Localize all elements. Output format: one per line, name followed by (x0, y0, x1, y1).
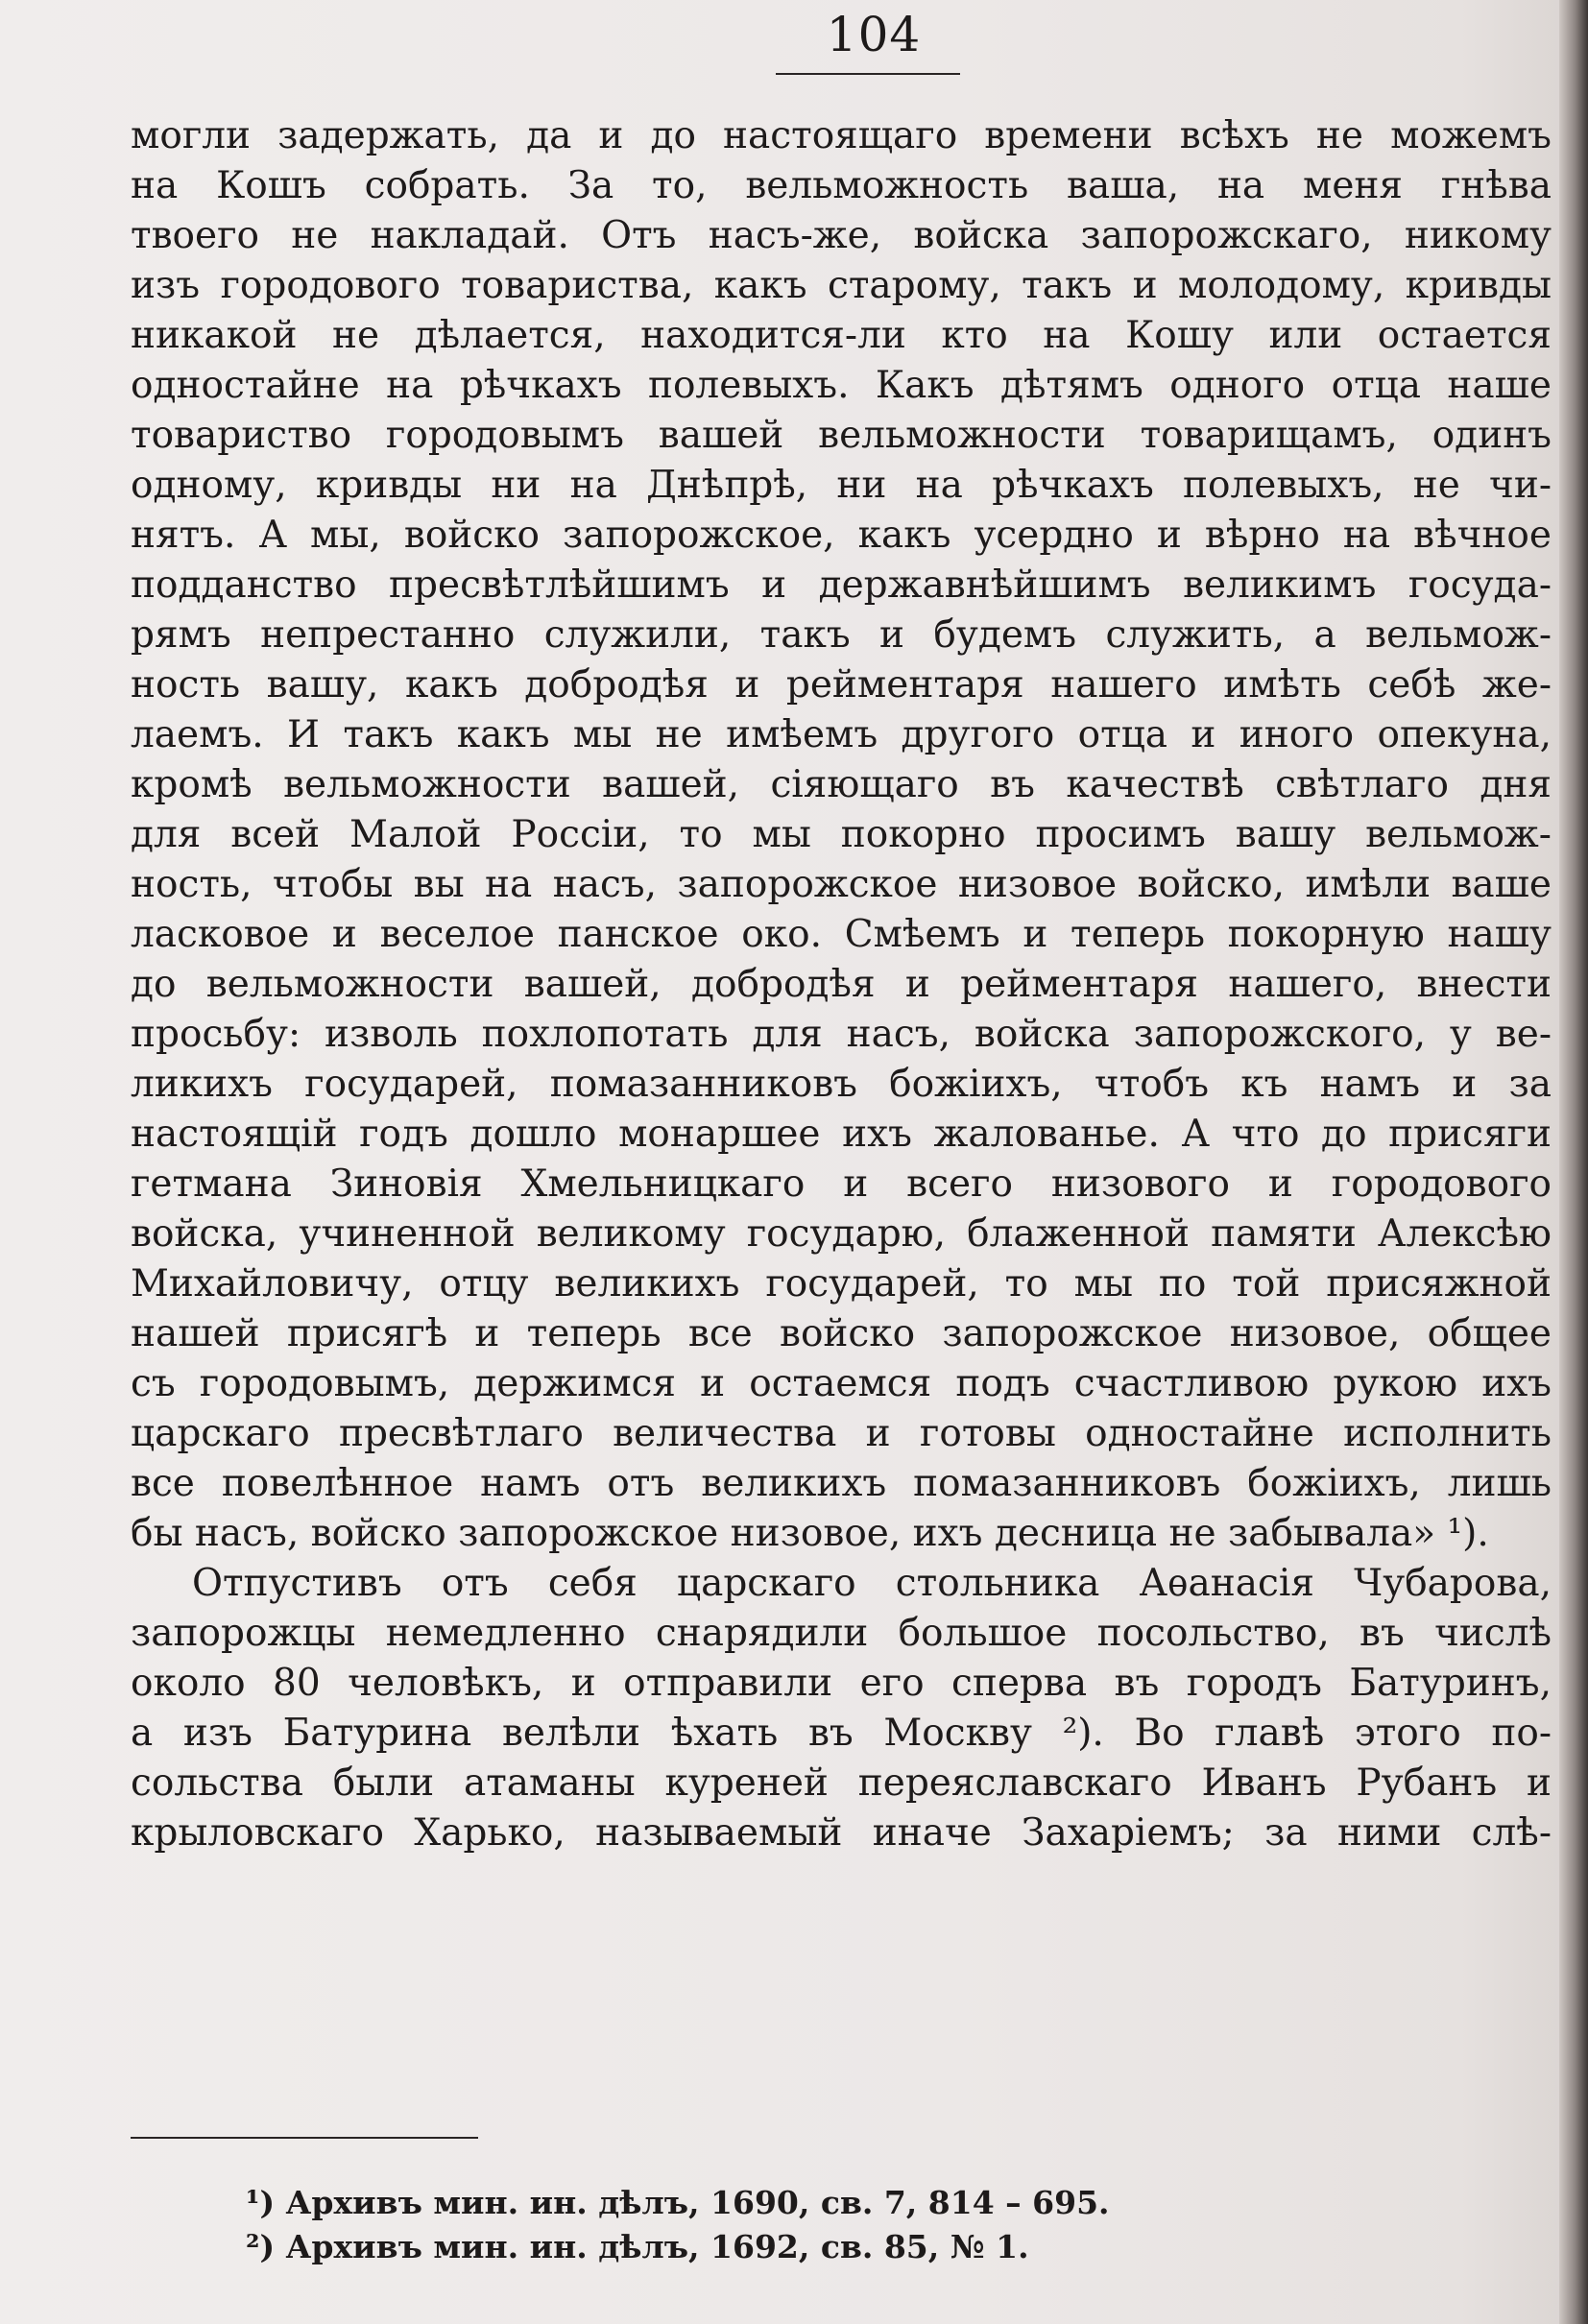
text-line: царскаго пресвѣтлаго величества и готовы одностайне исполнить (131, 1412, 1552, 1455)
text-line: могли задержать, да и до настоящаго времени всѣхъ не можемъ (131, 114, 1552, 157)
text-line: ность, чтобы вы на насъ, запорожское низовое войско, имѣли ваше (131, 863, 1552, 906)
text-line: сольства были атаманы куреней переяславскаго Иванъ Рубанъ и (131, 1761, 1552, 1805)
text-line: нятъ. А мы, войско запорожское, какъ усердно и вѣрно на вѣчное (131, 514, 1552, 557)
text-line: около 80 человѣкъ, и отправили его сперва въ городъ Батуринъ, (131, 1662, 1552, 1705)
text-line: бы насъ, войско запорожское низовое, ихъ десница не забывала» ¹). (131, 1512, 1489, 1555)
text-line: никакой не дѣлается, находится-ли кто на Кошу или остается (131, 314, 1552, 357)
text-line: гетмана Зиновія Хмельницкаго и всего низового и городового (131, 1162, 1552, 1206)
footnote-rule (131, 2137, 478, 2139)
text-line: твоего не накладай. Отъ насъ-же, войска запорожскаго, никому (131, 214, 1552, 257)
text-line: войска, учиненной великому государю, блаженной памяти Алексѣю (131, 1212, 1552, 1256)
text-line: крыловскаго Харько, называемый иначе Захаріемъ; за ними слѣ- (131, 1811, 1552, 1855)
text-line: лаемъ. И такъ какъ мы не имѣемъ другого отца и иного опекуна, (131, 713, 1552, 756)
text-line: а изъ Батурина велѣли ѣхать въ Москву ²). Во главѣ этого по- (131, 1712, 1552, 1755)
page-number: 104 (826, 7, 922, 62)
text-line: одностайне на рѣчкахъ полевыхъ. Какъ дѣтямъ одного отца наше (131, 364, 1552, 407)
text-line: на Кошъ собрать. За то, вельможность ваша, на меня гнѣва (131, 164, 1552, 207)
book-gutter-shadow (1559, 0, 1588, 2324)
text-line: ликихъ государей, помазанниковъ божіихъ, чтобъ къ намъ и за (131, 1063, 1552, 1106)
text-line: ность вашу, какъ добродѣя и рейментаря нашего имѣть себѣ же- (131, 663, 1552, 707)
text-line: подданство пресвѣтлѣйшимъ и державнѣйшимъ великимъ госуда- (131, 563, 1552, 607)
text-line: Отпустивъ отъ себя царскаго стольника Аѳанасія Чубарова, (192, 1562, 1552, 1605)
text-line: изъ городового товариства, какъ старому, такъ и молодому, кривды (131, 264, 1552, 307)
text-line: просьбу: изволь похлопотать для насъ, войска запорожского, у ве- (131, 1013, 1552, 1056)
footnote: ²) Архивъ мин. ин. дѣлъ, 1692, св. 85, № 1. (246, 2228, 1029, 2265)
text-line: до вельможности вашей, добродѣя и рейментаря нашего, внести (131, 963, 1552, 1006)
text-line: для всей Малой Россіи, то мы покорно просимъ вашу вельмож- (131, 813, 1552, 856)
text-line: запорожцы немедленно снарядили большое посольство, въ числѣ (131, 1612, 1552, 1655)
text-line: нашей присягѣ и теперь все войско запорожское низовое, общее (131, 1312, 1552, 1355)
body-text (131, 111, 1552, 1858)
text-line: Михайловичу, отцу великихъ государей, то мы по той присяжной (131, 1262, 1552, 1306)
text-line: товариство городовымъ вашей вельможности товарищамъ, одинъ (131, 414, 1552, 457)
text-line: рямъ непрестанно служили, такъ и будемъ служить, а вельмож- (131, 613, 1552, 657)
footnote: ¹) Архивъ мин. ин. дѣлъ, 1690, св. 7, 814 – 695. (246, 2184, 1110, 2221)
text-line: кромѣ вельможности вашей, сіяющаго въ качествѣ свѣтлаго дня (131, 763, 1552, 806)
header-rule (776, 73, 960, 75)
text-line: съ городовымъ, держимся и остаемся подъ счастливою рукою ихъ (131, 1362, 1552, 1405)
text-line: настоящій годъ дошло монаршее ихъ жалованье. А что до присяги (131, 1113, 1552, 1156)
footnotes (246, 2181, 1494, 2269)
text-line: все повелѣнное намъ отъ великихъ помазанниковъ божіихъ, лишь (131, 1462, 1552, 1505)
text-line: ласковое и веселое панское око. Смѣемъ и теперь покорную нашу (131, 913, 1552, 956)
text-line: одному, кривды ни на Днѣпрѣ, ни на рѣчкахъ полевыхъ, не чи- (131, 464, 1552, 507)
